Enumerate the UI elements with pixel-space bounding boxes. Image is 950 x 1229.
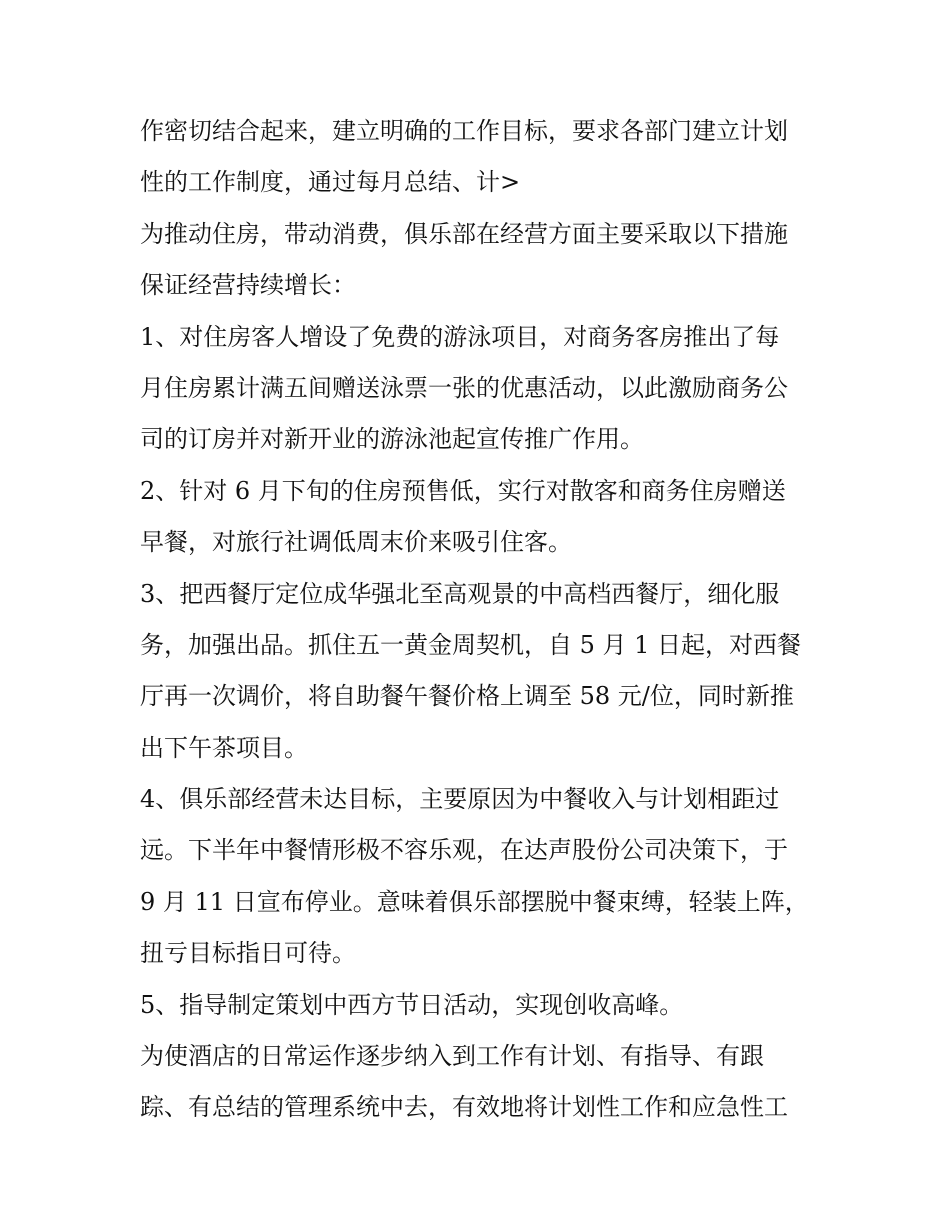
text-line-3: 为推动住房，带动消费，俱乐部在经营方面主要采取以下措施 <box>140 219 788 248</box>
text-line-9: 早餐，对旅行社调低周末价来吸引住客。 <box>140 528 572 557</box>
text-line-6: 月住房累计满五间赠送泳票一张的优惠活动，以此激励商务公 <box>140 373 788 402</box>
text-line-1: 作密切结合起来，建立明确的工作目标，要求各部门建立计划 <box>140 117 788 145</box>
text-line-12: 厅再一次调价，将自助餐午餐价格上调至 58 元/位，同时新推 <box>140 682 794 711</box>
text-line-15: 远。下半年中餐情形极不容乐观，在达声股份公司决策下，于 <box>140 836 788 865</box>
text-line-8: 2、针对 6 月下旬的住房预售低，实行对散客和商务住房赠送 <box>140 476 786 505</box>
text-line-10: 3、把西餐厅定位成华强北至高观景的中高档西餐厅，细化服 <box>140 579 780 608</box>
text-line-5: 1、对住房客人增设了免费的游泳项目，对商务客房推出了每 <box>140 322 780 351</box>
text-line-7: 司的订房并对新开业的游泳池起宣传推广作用。 <box>140 425 644 454</box>
text-line-2: 性的工作制度，通过每月总结、计> <box>140 168 521 197</box>
text-line-18: 5、指导制定策划中西方节日活动，实现创收高峰。 <box>140 990 684 1019</box>
text-line-4: 保证经营持续增长： <box>140 271 356 300</box>
text-line-17: 扭亏目标指日可待。 <box>140 939 356 968</box>
text-line-20: 踪、有总结的管理系统中去，有效地将计划性工作和应急性工 <box>140 1093 788 1122</box>
text-line-11: 务，加强出品。抓住五一黄金周契机，自 5 月 1 日起，对西餐 <box>140 630 802 659</box>
text-line-13: 出下午茶项目。 <box>140 733 308 762</box>
text-line-16: 9 月 11 日宣布停业。意味着俱乐部摆脱中餐束缚，轻装上阵， <box>140 887 809 916</box>
text-line-14: 4、俱乐部经营未达目标，主要原因为中餐收入与计划相距过 <box>140 785 780 814</box>
document-body <box>140 106 820 1134</box>
text-line-19: 为使酒店的日常运作逐步纳入到工作有计划、有指导、有跟 <box>140 1042 764 1071</box>
